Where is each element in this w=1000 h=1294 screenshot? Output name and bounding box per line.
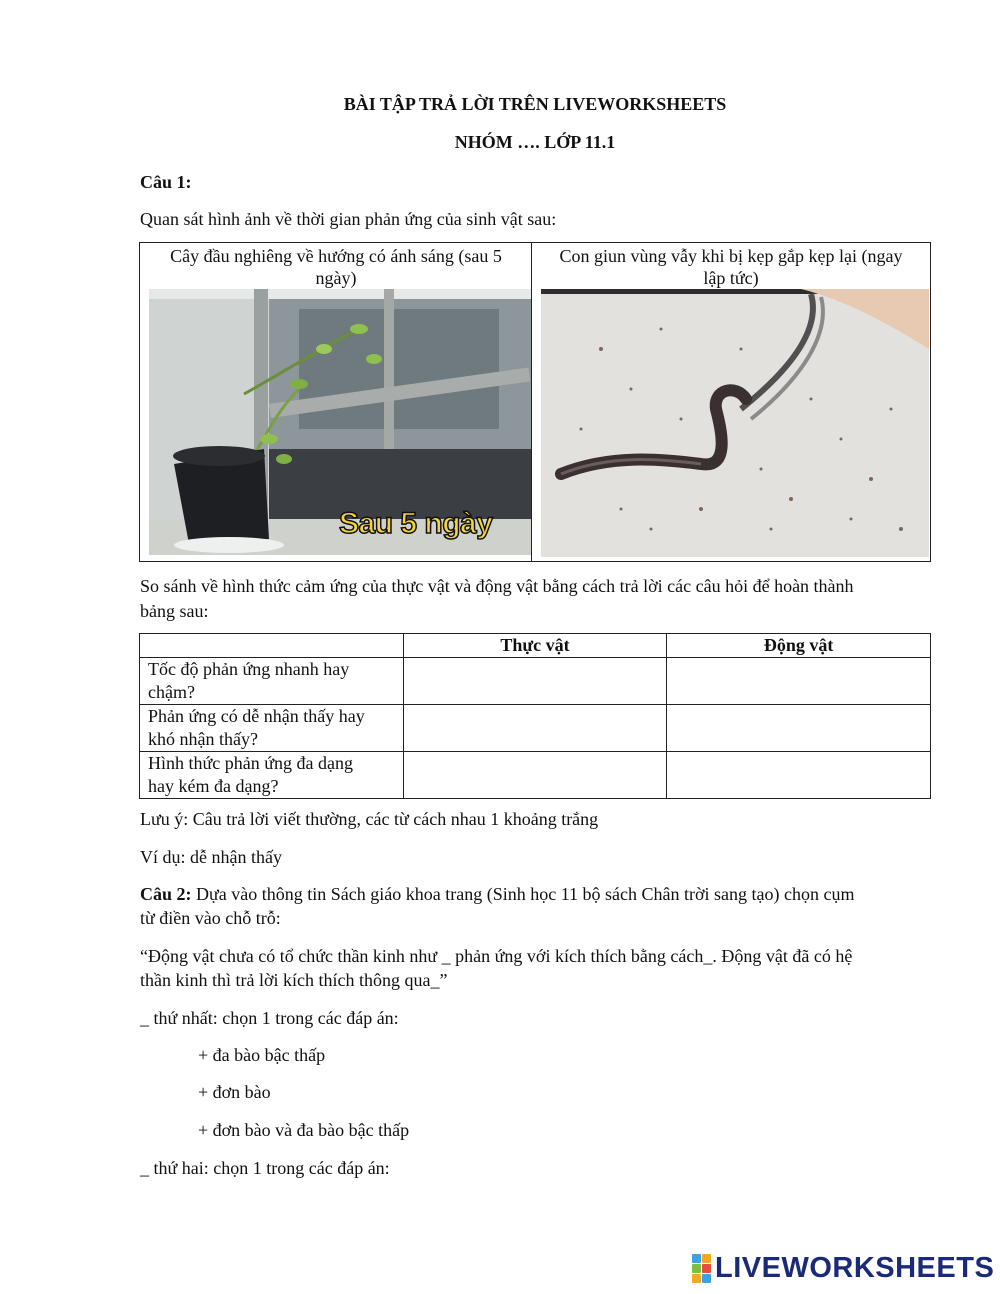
answer-example: Ví dụ: dễ nhận thấy (140, 847, 282, 867)
question-2-text (140, 882, 940, 906)
answer-note: Lưu ý: Câu trả lời viết thường, các từ cách nhau 1 khoảng trắng (140, 809, 599, 829)
logo-text: LIVEWORKSHEETS (715, 1251, 995, 1284)
row-question-line: Phản ứng có dễ nhận thấy hay (148, 706, 365, 726)
table-row (140, 658, 931, 705)
liveworksheets-logo (692, 1253, 994, 1283)
row-question (140, 705, 404, 752)
question-1-label: Câu 1: (140, 172, 192, 192)
question-1-intro: Quan sát hình ảnh về thời gian phản ứng của sinh vật sau: (140, 209, 557, 229)
first-blank-label: _ thứ nhất: chọn 1 trong các đáp án: (140, 1008, 399, 1028)
row-question-line: hay kém đa dạng? (148, 776, 279, 796)
plant-caption (148, 245, 524, 289)
row-question-line: Tốc độ phản ứng nhanh hay (148, 659, 350, 679)
plant-photo-overlay: Sau 5 ngày (339, 507, 493, 540)
compare-instruction-line-1: So sánh về hình thức cảm ứng của thực vật và động vật bằng cách trả lời các câu hỏi để hoàn thành (140, 576, 854, 596)
row-question-line: khó nhận thấy? (148, 729, 258, 749)
row-question (140, 658, 404, 705)
plant-answer-cell[interactable] (403, 752, 667, 799)
plant-answer-cell[interactable] (403, 705, 667, 752)
animal-answer-cell[interactable] (667, 705, 931, 752)
image-table-divider (531, 243, 532, 561)
table-row (140, 752, 931, 799)
worm-caption-line-2: lập tức) (703, 268, 759, 288)
worksheet-subtitle: NHÓM …. LỚP 11.1 (454, 132, 616, 152)
option-item: + đơn bào và đa bào bậc thấp (198, 1120, 410, 1140)
header-empty-cell (140, 634, 404, 658)
question-2-label: Câu 2: (140, 884, 192, 904)
worm-caption-line-1: Con giun vùng vẫy khi bị kẹp gắp kẹp lại (ngay (559, 246, 903, 266)
row-question-line: chậm? (148, 682, 195, 702)
compare-instruction-line-2: bảng sau: (140, 601, 209, 621)
animal-answer-cell[interactable] (667, 658, 931, 705)
header-plant: Thực vật (403, 634, 667, 658)
comparison-table (139, 633, 931, 799)
option-item: + đa bào bậc thấp (198, 1045, 326, 1065)
logo-tiles-icon (692, 1254, 711, 1283)
worm-photo-graphic (541, 289, 929, 557)
option-item: + đơn bào (198, 1082, 271, 1102)
fill-blank-quote-line-1: “Động vật chưa có tổ chức thần kinh như _ phản ứng với kích thích bằng cách_. Động vật đã có hệ (140, 946, 853, 966)
animal-answer-cell[interactable] (667, 752, 931, 799)
plant-caption-line-1: Cây đầu nghiêng về hướng có ánh sáng (sau 5 (170, 246, 502, 266)
header-animal: Động vật (667, 634, 931, 658)
image-table (139, 242, 931, 562)
question-2-text-line-1: Dựa vào thông tin Sách giáo khoa trang (Sinh học 11 bộ sách Chân trời sang tạo) chọn cụm (191, 884, 855, 904)
fill-blank-quote-line-2: thần kinh thì trả lời kích thích thông qua_” (140, 970, 448, 990)
row-question-line: Hình thức phản ứng đa dạng (148, 753, 353, 773)
question-2-text-line-2: từ điền vào chỗ trỗ: (140, 908, 281, 928)
worksheet-title: BÀI TẬP TRẢ LỜI TRÊN LIVEWORKSHEETS (343, 94, 727, 114)
comparison-header-row (140, 634, 931, 658)
table-row (140, 705, 931, 752)
plant-caption-line-2: ngày) (315, 268, 357, 288)
plant-photo (149, 289, 531, 555)
row-question (140, 752, 404, 799)
second-blank-label: _ thứ hai: chọn 1 trong các đáp án: (140, 1158, 390, 1178)
worm-photo (541, 289, 929, 557)
plant-answer-cell[interactable] (403, 658, 667, 705)
worm-caption (538, 245, 924, 289)
